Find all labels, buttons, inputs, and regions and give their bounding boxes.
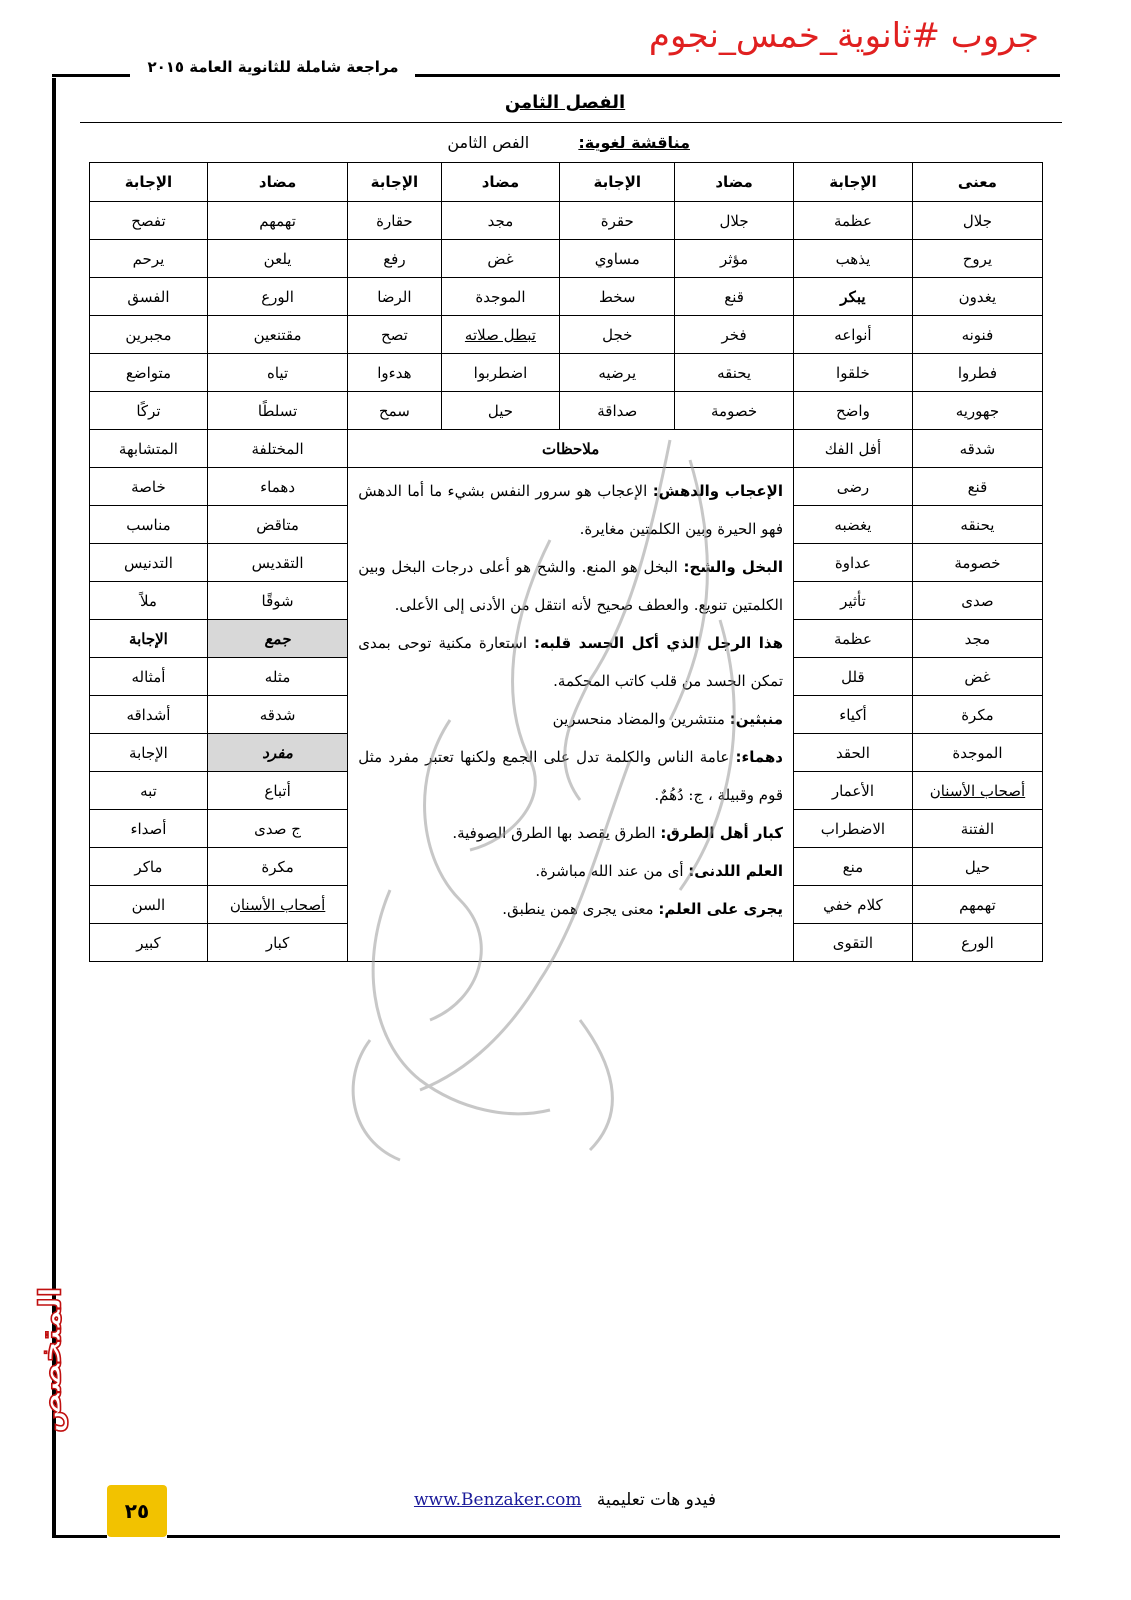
website-link[interactable]: www.Benzaker.com (413, 1490, 582, 1510)
table-row (90, 316, 1043, 354)
table-cell: يروح (912, 240, 1042, 278)
table-cell: يذهب (794, 240, 913, 278)
table-cell: ج صدى (207, 810, 347, 848)
cell-text: أصحاب الأسنان (229, 895, 326, 914)
table-cell: متاقض (207, 506, 347, 544)
table-cell: الفتنة (912, 810, 1042, 848)
table-cell: فنونه (912, 316, 1042, 354)
table-cell: مكرة (912, 696, 1042, 734)
table-cell: قنع (675, 278, 794, 316)
table-cell: الأعمار (794, 772, 913, 810)
table-cell: صدى (912, 582, 1042, 620)
table-cell: يغضبه (794, 506, 913, 544)
table-cell: جلال (675, 202, 794, 240)
note-term: هذا الرجل الذي أكل الحسد قلبه: (534, 634, 783, 652)
table-cell: أشداقه (90, 696, 208, 734)
note-term: البخل والشح: (683, 558, 783, 576)
table-cell: مناسب (90, 506, 208, 544)
column-header: مضاد (441, 163, 560, 202)
table-cell: قنع (912, 468, 1042, 506)
table-cell: فطروا (912, 354, 1042, 392)
table-cell: التدنيس (90, 544, 208, 582)
table-cell: متواضع (90, 354, 208, 392)
table-cell: المختلفة (207, 430, 347, 468)
table-cell: أنواعه (794, 316, 913, 354)
column-header: الإجابة (348, 163, 441, 202)
table-cell: خصومة (912, 544, 1042, 582)
cell-text: أصحاب الأسنان (929, 781, 1026, 800)
table-cell: مجد (912, 620, 1042, 658)
table-cell: فخر (675, 316, 794, 354)
table-cell: تأثير (794, 582, 913, 620)
table-cell: خاصة (90, 468, 208, 506)
table-cell: مقتنعين (207, 316, 347, 354)
note-text: استعارة مكنية توحى بمدى تمكن الحسد من قلب كاتب المحكمة. (358, 634, 783, 690)
table-cell: تبه (90, 772, 208, 810)
column-header: الإجابة (560, 163, 675, 202)
table-cell: أمثاله (90, 658, 208, 696)
table-cell: جمع (207, 620, 347, 658)
note-term: يجرى على العلم: (658, 900, 783, 918)
table-cell: يحنقه (912, 506, 1042, 544)
table-cell: مكرة (207, 848, 347, 886)
table-cell: الفسق (90, 278, 208, 316)
calligraphy-watermark (250, 420, 810, 1180)
table-cell: تصح (348, 316, 441, 354)
note-term: منبثين: (729, 710, 783, 728)
side-label-text: المتخصص (33, 1286, 69, 1434)
note-text: أى من عند الله مباشرة. (535, 862, 689, 880)
table-cell: تهمهم (912, 886, 1042, 924)
table-cell: غض (912, 658, 1042, 696)
note-text: عامة الناس والكلمة تدل على الجمع ولكنها تعتبر مفرد مثل قوم وقبيلة ، ج: دُهُمٌ. (358, 748, 783, 804)
footer (400, 1490, 730, 1510)
table-cell: شدقه (207, 696, 347, 734)
note-term: كبار أهل الطرق: (660, 824, 783, 842)
table-cell: مفرد (207, 734, 347, 772)
table-row (90, 240, 1043, 278)
table-cell: يبكر (794, 278, 913, 316)
table-cell: جهوريه (912, 392, 1042, 430)
table-cell: قلل (794, 658, 913, 696)
table-cell: جلال (912, 202, 1042, 240)
table-cell: كبير (90, 924, 208, 962)
table-cell: رفع (348, 240, 441, 278)
table-row (90, 278, 1043, 316)
table-cell: شدقه (912, 430, 1042, 468)
table-cell: حقرة (560, 202, 675, 240)
note-text: الطرق يقصد بها الطرق الصوفية. (452, 824, 661, 842)
table-cell: أكياء (794, 696, 913, 734)
footer-caption: فيدو هات تعليمية (596, 1490, 717, 1510)
note-term: الإعجاب والدهش: (652, 482, 783, 500)
table-cell: السن (90, 886, 208, 924)
table-cell: اضطربوا (441, 354, 560, 392)
table-cell: خجل (560, 316, 675, 354)
table-cell: كبار (207, 924, 347, 962)
group-title: جروب #ثانوية_خمس_نجوم (648, 16, 1039, 56)
table-cell: الرضا (348, 278, 441, 316)
page-frame-bottom (52, 1535, 107, 1538)
table-cell: حيل (912, 848, 1042, 886)
column-header: معنى (912, 163, 1042, 202)
column-header: مضاد (207, 163, 347, 202)
table-cell: أصداء (90, 810, 208, 848)
table-cell: تهمهم (207, 202, 347, 240)
column-header: الإجابة (90, 163, 208, 202)
running-header: مراجعة شاملة للثانوية العامة ٢٠١٥ (147, 58, 399, 76)
table-cell: غض (441, 240, 560, 278)
table-cell (912, 772, 1042, 810)
notes-header: ملاحظات (348, 430, 794, 468)
table-cell: التقديس (207, 544, 347, 582)
table-header-row (90, 163, 1043, 202)
table-cell: الموجدة (441, 278, 560, 316)
table-cell: يحنقه (675, 354, 794, 392)
table-cell: عظمة (794, 620, 913, 658)
table-cell: شوقًا (207, 582, 347, 620)
table-cell: خصومة (675, 392, 794, 430)
table-cell: تركًا (90, 392, 208, 430)
table-cell: يرحم (90, 240, 208, 278)
table-cell: كلام خفي (794, 886, 913, 924)
note-term: دهماء: (735, 748, 783, 766)
table-cell (441, 316, 560, 354)
table-cell: هدءوا (348, 354, 441, 392)
table-cell: التقوى (794, 924, 913, 962)
table-cell: الإجابة (90, 620, 208, 658)
table-cell: المتشابهة (90, 430, 208, 468)
table-cell: دهماء (207, 468, 347, 506)
table-cell: أتباع (207, 772, 347, 810)
table-cell: تسلطًا (207, 392, 347, 430)
page-frame-top (415, 74, 1060, 77)
note-text: البخل هو المنع. والشح هو أعلى درجات البخل وبين الكلمتين تنويع. والعطف صحيح لأنه انتقل من الأدنى إلى الأعلى. (358, 558, 783, 614)
table-cell: يغدون (912, 278, 1042, 316)
table-cell: رضى (794, 468, 913, 506)
column-header: الإجابة (794, 163, 913, 202)
table-cell: واضح (794, 392, 913, 430)
column-header: مضاد (675, 163, 794, 202)
note-term: العلم اللدنى: (688, 862, 783, 880)
table-cell: صداقة (560, 392, 675, 430)
subtitle-label: مناقشة لغوية: (578, 133, 690, 152)
table-cell: الحقد (794, 734, 913, 772)
side-label (22, 1270, 82, 1450)
table-cell: مساوي (560, 240, 675, 278)
table-cell: الورع (912, 924, 1042, 962)
page-frame-bottom (167, 1535, 1060, 1538)
table-cell: يرضيه (560, 354, 675, 392)
page-frame-top (52, 74, 130, 77)
table-cell: منع (794, 848, 913, 886)
table-cell: حقارة (348, 202, 441, 240)
table-cell: سمح (348, 392, 441, 430)
table-cell: ملاً (90, 582, 208, 620)
note-text: معنى يجرى همن ينطبق. (502, 900, 659, 918)
note-text: منتشرين والمضاد منحسرين (552, 710, 730, 728)
table-cell: مؤثر (675, 240, 794, 278)
table-cell: الورع (207, 278, 347, 316)
table-cell: الاضطراب (794, 810, 913, 848)
table-cell: ماكر (90, 848, 208, 886)
table-cell: حيل (441, 392, 560, 430)
table-cell: تفصح (90, 202, 208, 240)
table-cell: سخط (560, 278, 675, 316)
section-subtitle (440, 133, 690, 152)
table-cell: خلقوا (794, 354, 913, 392)
cell-text: تبطل صلاته (464, 325, 536, 344)
table-cell: مجبرين (90, 316, 208, 354)
table-row (90, 202, 1043, 240)
table-row (90, 354, 1043, 392)
note-text: الإعجاب هو سرور النفس بشيء ما أما الدهش فهو الحيرة وبين الكلمتين مغايرة. (358, 482, 783, 538)
table-cell: الإجابة (90, 734, 208, 772)
table-cell: عداوة (794, 544, 913, 582)
subtitle-value: الفص الثامن (447, 133, 530, 152)
chapter-title: الفصل الثامن (504, 92, 626, 113)
table-cell: الموجدة (912, 734, 1042, 772)
table-cell: أفل الفك (794, 430, 913, 468)
table-cell: تياه (207, 354, 347, 392)
divider (80, 122, 1062, 123)
table-cell: مجد (441, 202, 560, 240)
table-cell: مثله (207, 658, 347, 696)
table-cell: عظمة (794, 202, 913, 240)
table-cell: يلعن (207, 240, 347, 278)
page-number: ٢٥ (107, 1485, 167, 1537)
